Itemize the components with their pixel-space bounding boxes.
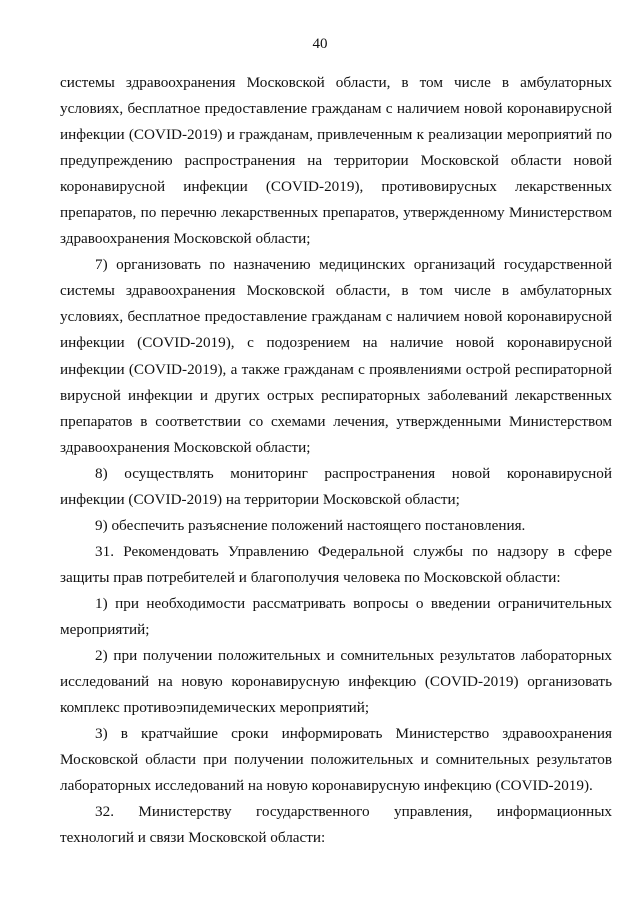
text-line: условиях, бесплатное предоставление гражданам с наличием новой коронавирусной xyxy=(60,100,612,118)
text-line: исследований на новую коронавирусную инфекцию (COVID-2019) организовать xyxy=(60,673,612,691)
text-line: инфекции (COVID-2019), а также гражданам с проявлениями острой респираторной xyxy=(60,360,612,378)
text-line: 9) обеспечить разъяснение положений настоящего постановления. xyxy=(95,516,526,534)
text-line: мероприятий; xyxy=(60,620,150,638)
text-line: комплекс противоэпидемических мероприятий; xyxy=(60,699,370,717)
text-line: инфекции (COVID-2019) на территории Московской области; xyxy=(60,490,460,508)
text-line: инфекции (COVID-2019) и гражданам, привлеченным к реализации мероприятий по xyxy=(60,126,612,144)
text-line: Московской области при получении положительных и сомнительных результатов xyxy=(60,751,612,769)
text-line: коронавирусной инфекции (COVID-2019), противовирусных лекарственных xyxy=(60,178,612,196)
page-number: 40 xyxy=(312,36,328,52)
text-line: инфекции (COVID-2019), с подозрением на наличие новой коронавирусной xyxy=(60,334,612,352)
text-line: условиях, бесплатное предоставление гражданам с наличием новой коронавирусной xyxy=(60,308,612,326)
text-line: 8) осуществлять мониторинг распространения новой коронавирусной xyxy=(95,464,612,482)
text-line: системы здравоохранения Московской области, в том числе в амбулаторных xyxy=(60,74,612,91)
text-line: системы здравоохранения Московской области, в том числе в амбулаторных xyxy=(60,282,612,300)
text-line: препаратов в соответствии со схемами лечения, утвержденными Министерством xyxy=(60,412,612,430)
text-line: технологий и связи Московской области: xyxy=(60,829,326,847)
text-line: 1) при необходимости рассматривать вопросы о введении ограничительных xyxy=(95,594,612,612)
text-line: лабораторных исследований на новую коронавирусную инфекцию (COVID-2019). xyxy=(60,777,593,795)
text-line: предупреждению распространения на территории Московской области новой xyxy=(60,152,612,170)
text-line: 32. Министерству государственного управления, информационных xyxy=(95,803,612,821)
text-line: здравоохранения Московской области; xyxy=(60,438,311,456)
document-body xyxy=(60,70,612,851)
text-line: здравоохранения Московской области; xyxy=(60,230,311,248)
text-line: 7) организовать по назначению медицинских организаций государственной xyxy=(95,256,612,274)
text-line: 31. Рекомендовать Управлению Федеральной службы по надзору в сфере xyxy=(95,542,612,560)
text-line: препаратов, по перечню лекарственных препаратов, утвержденному Министерством xyxy=(60,204,612,222)
text-line: 3) в кратчайшие сроки информировать Министерство здравоохранения xyxy=(95,725,612,743)
text-line: защиты прав потребителей и благополучия человека по Московской области: xyxy=(60,568,561,586)
text-line: 2) при получении положительных и сомнительных результатов лабораторных xyxy=(95,647,612,665)
text-line: вирусной инфекции и других острых респираторных заболеваний лекарственных xyxy=(60,386,612,404)
